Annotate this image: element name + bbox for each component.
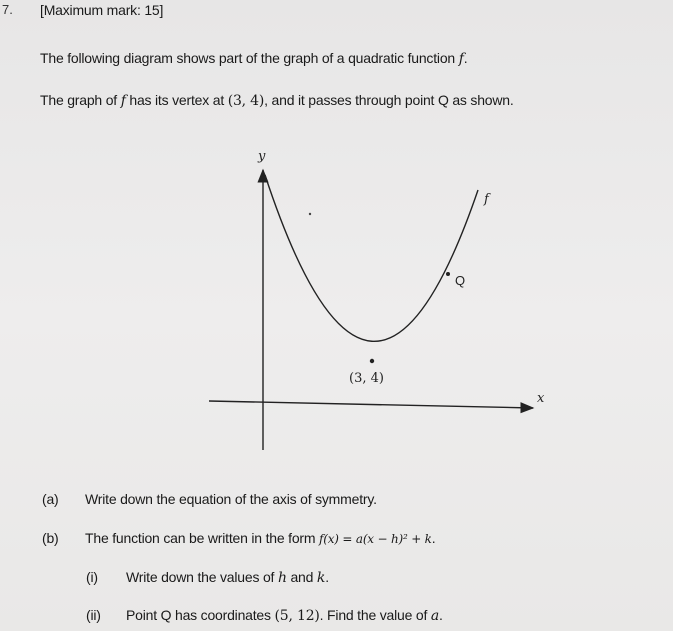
part-a-label: (a): [42, 491, 59, 507]
part-b-i-label: (i): [86, 569, 98, 585]
intro-line-2-post: , and it passes through point Q as shown.: [264, 92, 514, 108]
point-q-coordinates: (5, 12): [274, 608, 320, 624]
point-q-label: Q: [455, 273, 466, 288]
part-b-i-pre: Write down the values of: [126, 569, 278, 585]
function-f-symbol: f: [120, 93, 126, 109]
parabola-curve: [265, 175, 478, 341]
function-f-symbol: f: [458, 51, 464, 67]
intro-line-2-mid: has its vertex at: [125, 92, 228, 108]
intro-line-1-text: The following diagram shows part of the graph of a quadratic function: [40, 50, 459, 66]
intro-line-1-end: .: [463, 50, 468, 66]
part-b-ii: [86, 607, 443, 624]
part-b-label: (b): [42, 530, 59, 546]
point-q: [446, 272, 450, 276]
curve-label-f: f: [484, 192, 489, 207]
part-b-ii-end: .: [439, 607, 443, 623]
part-b-end: .: [431, 530, 436, 546]
part-b-text: The function can be written in the form: [85, 530, 320, 546]
part-a: [42, 491, 377, 507]
max-mark: [Maximum mark: 15]: [40, 2, 164, 18]
mark-dot: [309, 213, 311, 215]
part-b: [42, 530, 435, 546]
vertex-point: [370, 359, 374, 363]
symbol-a: a: [430, 608, 440, 624]
symbol-h: h: [277, 570, 287, 586]
part-b-i: [86, 569, 329, 586]
intro-line-2-pre: The graph of: [40, 92, 121, 108]
y-axis-label: y: [258, 149, 266, 164]
x-axis-label: x: [537, 391, 545, 406]
part-b-i-end: .: [325, 569, 329, 585]
vertex-form-formula: f(x) = a(x − h)² + k: [319, 532, 432, 546]
symbol-k: k: [316, 570, 326, 586]
part-b-ii-pre: Point Q has coordinates: [126, 607, 275, 623]
part-a-text: Write down the equation of the axis of symmetry.: [85, 491, 377, 507]
part-b-ii-mid: . Find the value of: [319, 607, 431, 623]
part-b-ii-label: (ii): [86, 607, 101, 623]
vertex-coordinates: (3, 4): [227, 93, 265, 109]
question-number: 7.: [2, 2, 13, 17]
part-b-i-and: and: [286, 569, 317, 585]
vertex-label: (3, 4): [349, 371, 384, 386]
x-axis: [209, 401, 533, 408]
